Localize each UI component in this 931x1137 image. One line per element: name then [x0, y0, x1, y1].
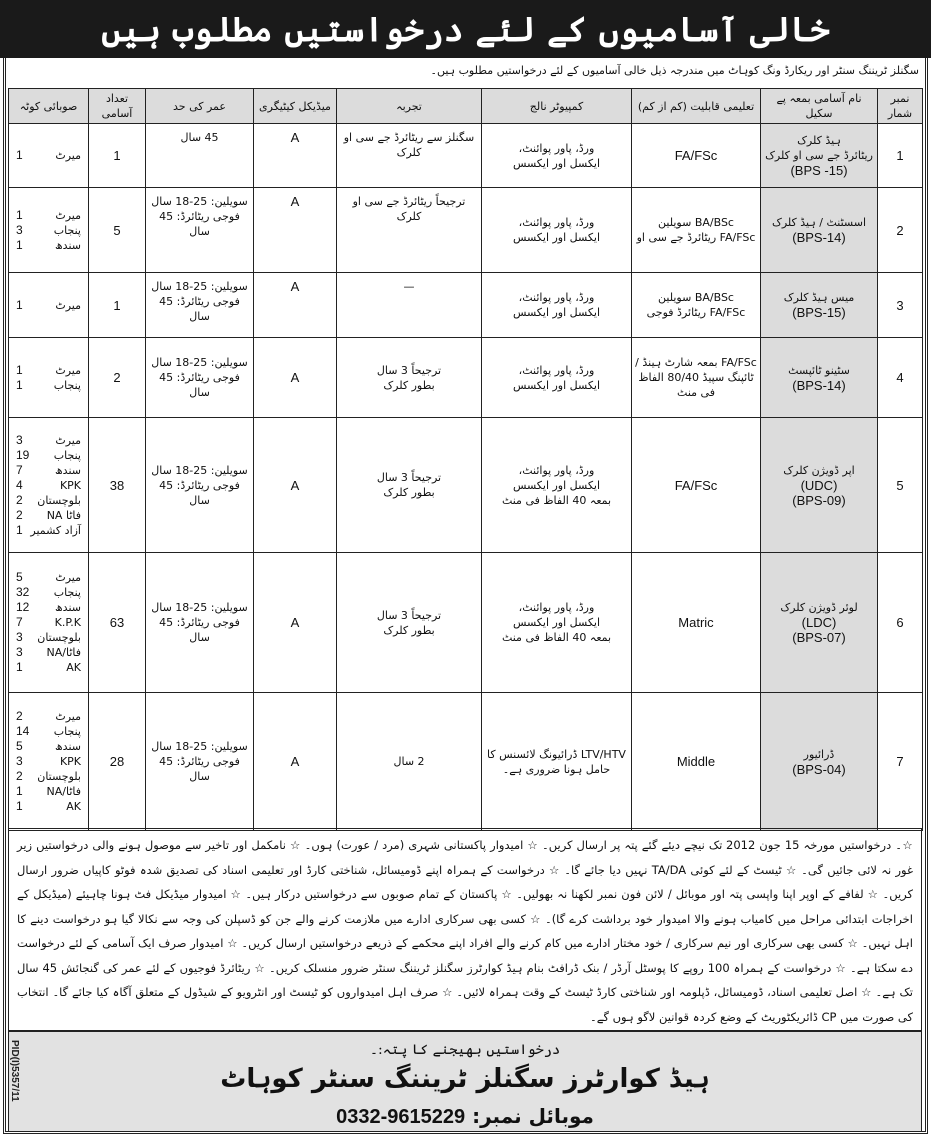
- intro-text: سگنلز ٹریننگ سنٹر اور ریکارڈ ونگ کوہاٹ میں مندرجہ ذیل خالی آسامیوں کے لئے درخواستیں مطلوب ہیں۔: [430, 64, 919, 77]
- col-header-medical: میڈیکل کیٹیگری: [254, 89, 337, 124]
- table-row: [9, 693, 923, 831]
- cell-computer: ورڈ، پاور پوائنٹ، ایکسل اور ایکسس: [482, 273, 632, 338]
- cell-serial: 7: [878, 693, 923, 831]
- cell-experience: ترجیحاً 3 سال بطور کلرک: [337, 553, 482, 693]
- cell-serial: 6: [878, 553, 923, 693]
- pay-scale: (BPS-15): [792, 305, 846, 320]
- cell-qualification: Matric: [632, 553, 761, 693]
- cell-experience: —: [337, 273, 482, 338]
- mobile-line: [9, 1104, 921, 1129]
- cell-serial: 5: [878, 418, 923, 553]
- cell-serial: 4: [878, 338, 923, 418]
- cell-count: 1: [89, 124, 146, 188]
- col-header-qualification: تعلیمی قابلیت (کم از کم): [632, 89, 761, 124]
- cell-serial: 1: [878, 124, 923, 188]
- mobile-number: 0332-9615229: [336, 1106, 466, 1128]
- cell-age: سویلین: 25-18 سال فوجی ریٹائرڈ: 45 سال: [146, 693, 254, 831]
- cell-quota: میرٹ 1 پنجاب 1: [9, 338, 89, 418]
- cell-post: اپر ڈویژن کلرک (UDC) (BPS-09): [761, 418, 878, 553]
- cell-qualification: FA/FSc بمعہ شارٹ ہینڈ / ٹائپنگ سپیڈ 80/40 الفاظ فی منٹ: [632, 338, 761, 418]
- cell-medical: A: [254, 418, 337, 553]
- cell-experience: سگنلز سے ریٹائرڈ جے سی او کلرک: [337, 124, 482, 188]
- terms-and-conditions: ☆۔ درخواستیں مورخہ 15 جون 2012 تک نیچے دیئے گئے پتہ پر ارسال کریں۔ ☆ امیدوار پاکستانی شہری (مرد / عورت) ہوں۔ ☆ نامکمل اور تاخیر سے موصول ہونے والی درخواستیں زیر غور نہ لائی جائیں گی۔ ☆ ٹیسٹ کے لئے کوئی TA/DA نہیں دیا جائے گا۔ ☆ درخواست کے ہمراہ اپنے ڈومیسائل، شناختی کارڈ اور تعلیمی اسناد کی تصدیق شدہ فوٹو کاپیاں ضرور ارسال کریں۔ ☆ لفافے کے اوپر اپنا واپسی پتہ اور موبائل / لائن فون نمبر لکھنا نہ بھولیں۔ ☆ پاکستان کے تمام صوبوں سے درخواستیں درکار ہیں۔ ☆ امیدوار میڈیکل فٹ ہونا چاہیئے (میڈیکل کے اخراجات ابتدائی مراحل میں کامیاب ہونے والا امیدوار خود برداشت کرے گا)۔ ☆ کسی بھی سرکاری ادارے میں ملازمت کرنے والے جن کو ڈسپلن کی وجہ سے نکالا گیا ہو درخواست دینے کا اہل نہیں۔ ☆ کسی بھی سرکاری اور نیم سرکاری / خود مختار ادارے میں کام کرنے والے افراد اپنے محکمے کے ذریعے درخواستیں ارسال کریں۔ ☆ امیدوار صرف ایک آسامی کے لئے درخواست دے سکتا ہے۔ ☆ درخواست کے ہمراہ 100 روپے کا پوسٹل آرڈر / بنک ڈرافٹ بنام ہیڈ کوارٹرز سگنلز ٹریننگ سنٹر ضرور منسلک کریں۔ ☆ ریٹائرڈ فوجیوں کے لئے عمر کی گنجائش 45 سال تک ہے۔ ☆ اصل تعلیمی اسناد، ڈومیسائل، ڈپلومہ اور شناختی کارڈ ٹیسٹ کے وقت ہمراہ لائیں۔ ☆ صرف اہل امیدواروں کو ٹیسٹ اور انٹرویو کے شیڈول کے متعلق آگاہ کیا جائے گا۔ انتخاب کی صورت میں CP ڈائریکٹوریٹ کے وضع کردہ قوانین لاگو ہوں گے۔: [8, 828, 922, 1031]
- cell-computer: ورڈ، پاور پوائنٹ، ایکسل اور ایکسس: [482, 338, 632, 418]
- cell-post: ڈرائیور (BPS-04): [761, 693, 878, 831]
- cell-computer: LTV/HTV ڈرائیونگ لائسنس کا حامل ہونا ضروری ہے۔: [482, 693, 632, 831]
- cell-age: سویلین: 25-18 سال فوجی ریٹائرڈ: 45 سال: [146, 188, 254, 273]
- cell-experience: ترجیحاً 3 سال بطور کلرک: [337, 418, 482, 553]
- col-header-serial: نمبر شمار: [878, 89, 923, 124]
- mailing-address-box: [8, 1031, 922, 1132]
- cell-medical: A: [254, 273, 337, 338]
- cell-age: 45 سال: [146, 124, 254, 188]
- cell-serial: 2: [878, 188, 923, 273]
- col-header-quota: صوبائی کوٹہ: [9, 89, 89, 124]
- cell-count: 5: [89, 188, 146, 273]
- cell-post: اسسٹنٹ / ہیڈ کلرک (BPS-14): [761, 188, 878, 273]
- cell-post: لوئر ڈویژن کلرک (LDC) (BPS-07): [761, 553, 878, 693]
- col-header-experience: تجربہ: [337, 89, 482, 124]
- address-name: ہیڈ کوارٹرز سگنلز ٹریننگ سنٹر کوہاٹ: [220, 1064, 710, 1094]
- cell-serial: 3: [878, 273, 923, 338]
- cell-medical: A: [254, 124, 337, 188]
- cell-quota: میرٹ 5 پنجاب 32 سندھ 12 K.P.K 7 بلوچستان 3 فاٹا/NA 3 AK 1: [9, 553, 89, 693]
- cell-qualification: BA/BSc سویلین FA/FSc ریٹائرڈ جے سی او: [632, 188, 761, 273]
- cell-count: 63: [89, 553, 146, 693]
- cell-medical: A: [254, 188, 337, 273]
- ad-title-banner: [0, 0, 931, 58]
- pay-scale: (BPS-14): [792, 377, 846, 393]
- cell-quota: میرٹ 1: [9, 273, 89, 338]
- table-row: [9, 418, 923, 553]
- cell-computer: ورڈ، پاور پوائنٹ، ایکسل اور ایکسس: [482, 188, 632, 273]
- cell-quota: میرٹ 3 پنجاب 19 سندھ 7 KPK 4 بلوچستان 2 فاٹا NA 2 آزاد کشمیر 1: [9, 418, 89, 553]
- col-header-count: تعداد آسامی: [89, 89, 146, 124]
- cell-experience: 2 سال: [337, 693, 482, 831]
- cell-medical: A: [254, 693, 337, 831]
- cell-experience: ترجیحاً ریٹائرڈ جے سی او کلرک: [337, 188, 482, 273]
- cell-computer: ورڈ، پاور پوائنٹ، ایکسل اور ایکسس بمعہ 40 الفاظ فی منٹ: [482, 418, 632, 553]
- col-header-post: نام آسامی بمعہ پے سکیل: [761, 89, 878, 124]
- cell-age: سویلین: 25-18 سال فوجی ریٹائرڈ: 45 سال: [146, 553, 254, 693]
- cell-quota: میرٹ 2 پنجاب 14 سندھ 5 KPK 3 بلوچستان 2 فاٹا/NA 1 AK 1: [9, 693, 89, 831]
- mobile-label: موبائل نمبر:: [472, 1104, 594, 1128]
- cell-medical: A: [254, 553, 337, 693]
- table-row: [9, 338, 923, 418]
- col-header-computer: کمپیوٹر نالج: [482, 89, 632, 124]
- cell-age: سویلین: 25-18 سال فوجی ریٹائرڈ: 45 سال: [146, 418, 254, 553]
- pay-scale: (BPS-09): [792, 492, 846, 508]
- cell-computer: ورڈ، پاور پوائنٹ، ایکسل اور ایکسس بمعہ 40 الفاظ فی منٹ: [482, 553, 632, 693]
- cell-age: سویلین: 25-18 سال فوجی ریٹائرڈ: 45 سال: [146, 273, 254, 338]
- ad-title: خالی آسامیوں کے لئے درخواستیں مطلوب ہیں: [101, 9, 830, 50]
- pay-scale: (BPS-04): [792, 761, 846, 777]
- pay-scale: (BPS -15): [790, 163, 848, 178]
- cell-post: ہیڈ کلرک ریٹائرڈ جے سی او کلرک (BPS -15): [761, 124, 878, 188]
- cell-qualification: FA/FSc: [632, 418, 761, 553]
- address-label: درخواستیں بھیجنے کا پتہ:۔: [369, 1042, 561, 1058]
- table-row: [9, 273, 923, 338]
- table-row: [9, 124, 923, 188]
- cell-count: 2: [89, 338, 146, 418]
- cell-medical: A: [254, 338, 337, 418]
- cell-computer: ورڈ، پاور پوائنٹ، ایکسل اور ایکسس: [482, 124, 632, 188]
- cell-qualification: BA/BSc سویلین FA/FSc ریٹائرڈ فوجی: [632, 273, 761, 338]
- pay-scale: (BPS-14): [792, 230, 846, 245]
- pay-scale: (BPS-07): [792, 630, 846, 645]
- vacancies-table: [8, 88, 923, 831]
- col-header-age: عمر کی حد: [146, 89, 254, 124]
- cell-experience: ترجیحاً 3 سال بطور کلرک: [337, 338, 482, 418]
- pid-code: PID(I)5357/11: [9, 1040, 20, 1102]
- cell-qualification: FA/FSc: [632, 124, 761, 188]
- cell-count: 1: [89, 273, 146, 338]
- cell-quota: میرٹ 1 پنجاب 3 سندھ 1: [9, 188, 89, 273]
- cell-count: 38: [89, 418, 146, 553]
- table-row: [9, 188, 923, 273]
- cell-post: میس ہیڈ کلرک (BPS-15): [761, 273, 878, 338]
- cell-qualification: Middle: [632, 693, 761, 831]
- cell-count: 28: [89, 693, 146, 831]
- table-header-row: [9, 89, 923, 124]
- cell-quota: میرٹ 1: [9, 124, 89, 188]
- table-row: [9, 553, 923, 693]
- cell-post: سٹینو ٹائپسٹ (BPS-14): [761, 338, 878, 418]
- cell-age: سویلین: 25-18 سال فوجی ریٹائرڈ: 45 سال: [146, 338, 254, 418]
